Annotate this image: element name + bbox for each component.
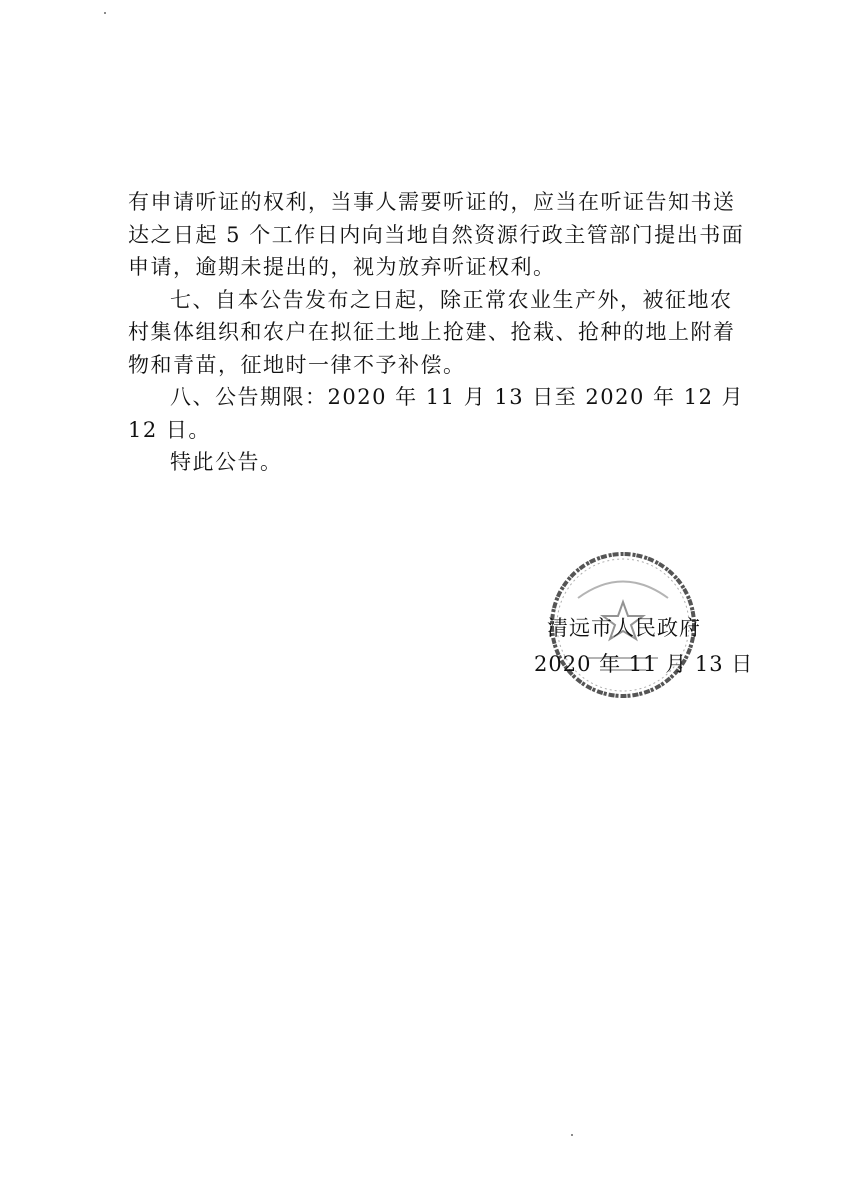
paragraph-item-8: 八、公告期限：2020 年 11 月 13 日至 2020 年 12 月 12 日。 xyxy=(128,385,745,442)
issue-date: 2020 年 11 月 13 日 xyxy=(534,652,754,676)
issuing-authority: 清远市人民政府 xyxy=(547,616,701,640)
paragraph-hearing-rights: 有申请听证的权利，当事人需要听证的，应当在听证告知书送达之日起 5 个工作日内向当地自然资源行政主管部门提出书面申请，逾期未提出的，视为放弃听证权利。 xyxy=(128,190,745,279)
document-body xyxy=(128,186,748,479)
paragraph-item-7: 七、自本公告发布之日起，除正常农业生产外，被征地农村集体组织和农户在拟征土地上抢建、抢栽、抢种的地上附着物和青苗，征地时一律不予补偿。 xyxy=(128,287,736,377)
scan-speck xyxy=(104,12,106,14)
paragraph-closing: 特此公告。 xyxy=(170,450,283,474)
scan-speck xyxy=(571,1134,573,1136)
